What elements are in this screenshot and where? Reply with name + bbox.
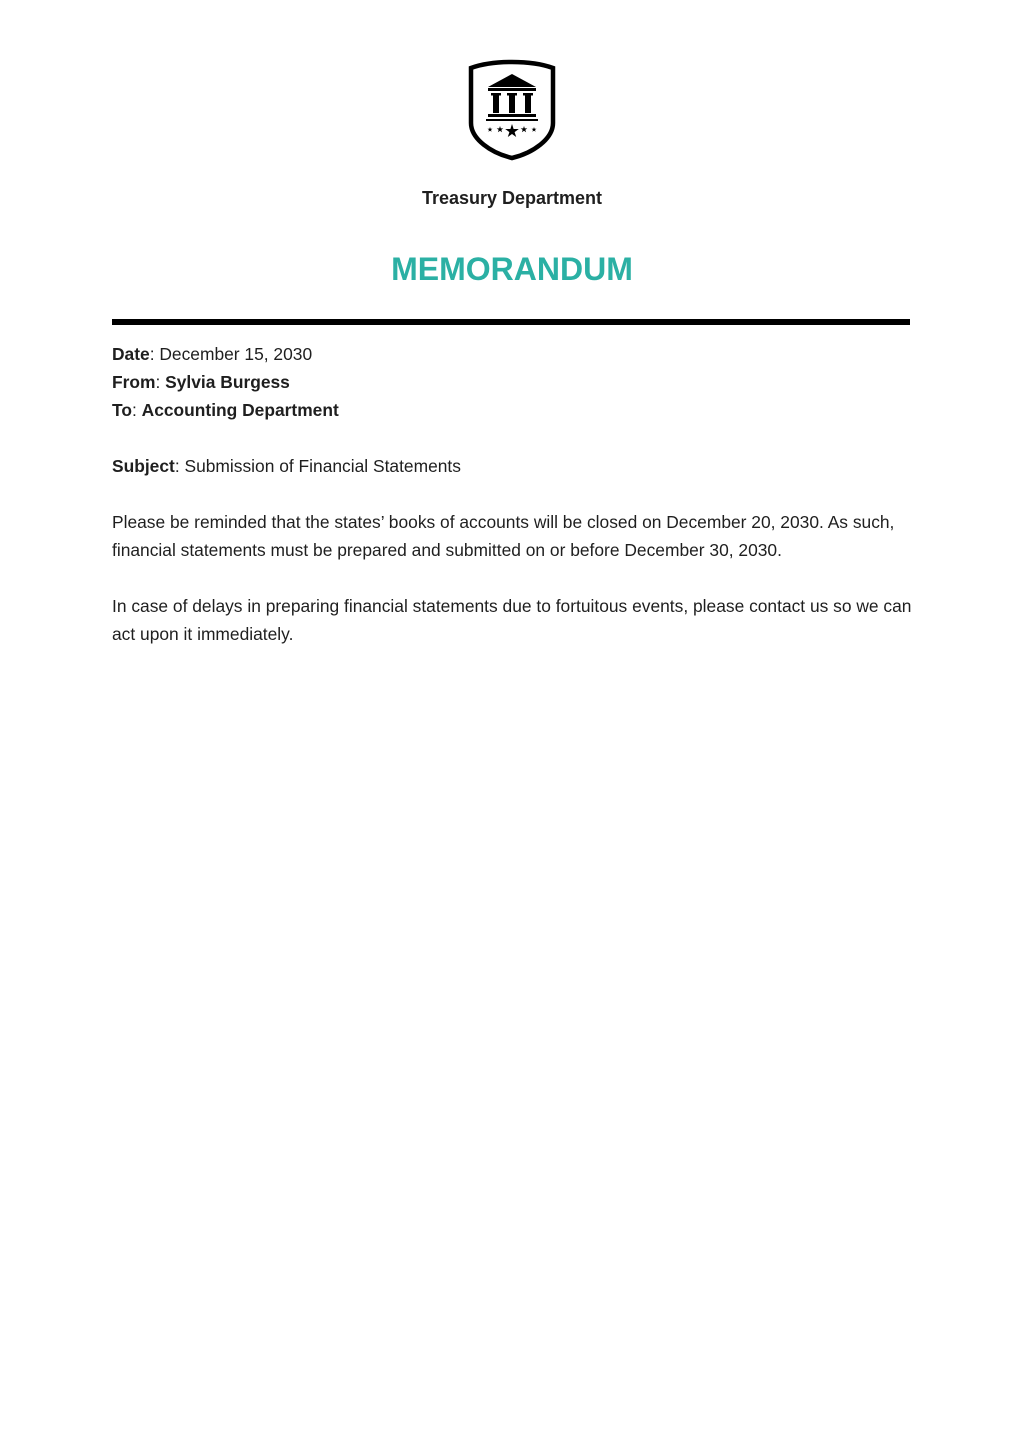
from-separator: : (155, 372, 166, 392)
to-value: Accounting Department (141, 400, 339, 420)
date-line (112, 340, 914, 368)
spacer (112, 480, 914, 508)
body-paragraph-1: Please be reminded that the states’ books of accounts will be closed on December 20, 2030. As such, financial statements must be prepared and submitted on or before December 30, 2030. (112, 512, 895, 560)
date-label: Date (112, 344, 150, 364)
to-separator: : (131, 400, 142, 420)
subject-separator: : (174, 456, 185, 476)
from-value: Sylvia Burgess (165, 372, 290, 392)
bank-shield-icon (467, 59, 557, 161)
subject-line (112, 452, 914, 480)
spacer (112, 564, 914, 592)
to-label: To (112, 400, 132, 420)
memo-content (112, 340, 914, 648)
organization-name: Treasury Department (421, 188, 603, 208)
from-line (112, 368, 914, 396)
body-paragraph-2: In case of delays in preparing financial statements due to fortuitous events, please contact us so we can act upon it immediately. (112, 596, 912, 644)
date-separator: : (149, 344, 160, 364)
title-divider (112, 319, 910, 325)
document-title: MEMORANDUM (391, 251, 633, 287)
subject-value: Submission of Financial Statements (184, 456, 461, 476)
date-value: December 15, 2030 (159, 344, 313, 364)
to-line (112, 396, 914, 424)
from-label: From (112, 372, 156, 392)
subject-label: Subject (112, 456, 175, 476)
spacer (112, 424, 914, 452)
